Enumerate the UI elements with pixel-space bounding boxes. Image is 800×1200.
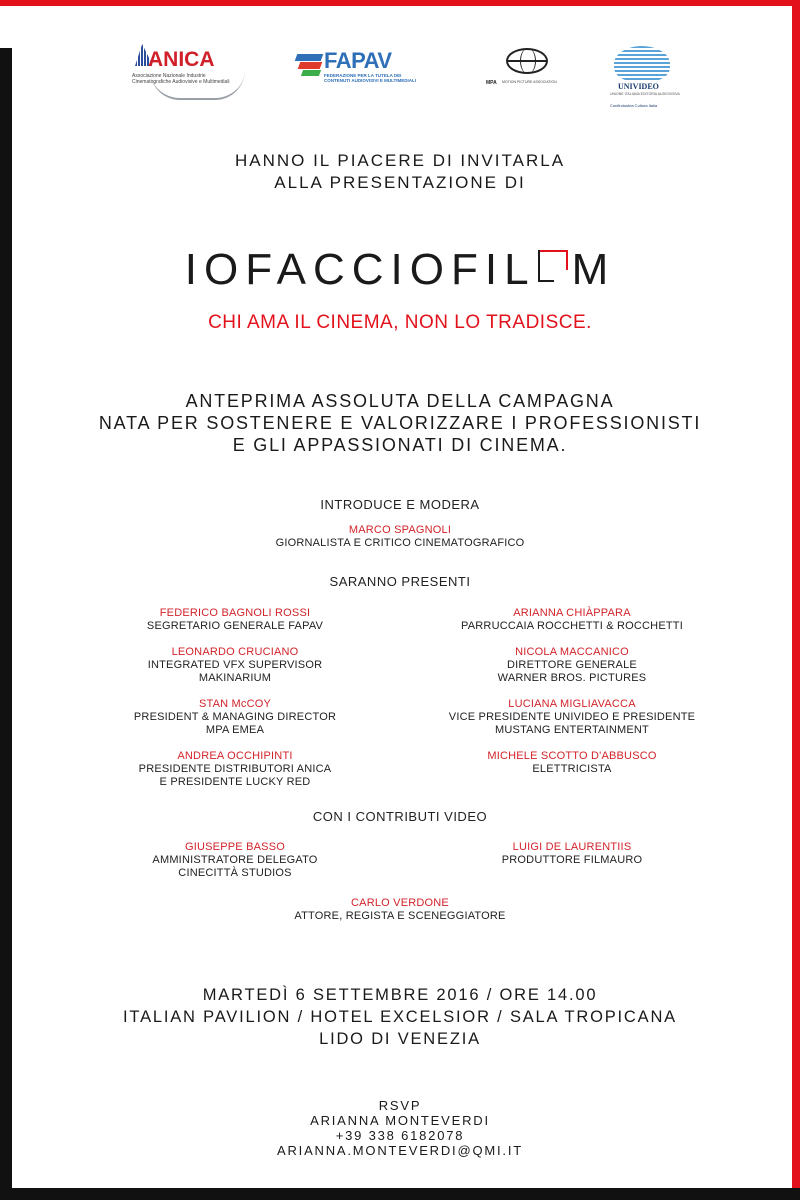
univideo-logo-name: UNIVIDEO bbox=[618, 82, 659, 91]
speaker-name: LUCIANA MIGLIAVACCA bbox=[508, 698, 636, 710]
anica-logo-sub: Associazione Nazionale Industrie Cinematografiche Audiovisive e Multimediali bbox=[132, 73, 230, 85]
speaker-role: ELETTRICISTA bbox=[532, 763, 612, 775]
speaker-role: MUSTANG ENTERTAINMENT bbox=[495, 724, 649, 736]
tagline: CHI AMA IL CINEMA, NON LO TRADISCE. bbox=[208, 312, 592, 333]
frame-bracket-icon bbox=[538, 250, 568, 282]
speaker-entry bbox=[85, 698, 385, 737]
invite-heading bbox=[0, 150, 800, 194]
rsvp-name: ARIANNA MONTEVERDI bbox=[310, 1113, 490, 1128]
campaign-line-2: NATA PER SOSTENERE E VALORIZZARE I PROFESSIONISTI bbox=[98, 413, 702, 433]
speaker-role: SEGRETARIO GENERALE FAPAV bbox=[146, 620, 324, 632]
anica-logo-name: ANICA bbox=[148, 48, 215, 71]
moderator-name: MARCO SPAGNOLI bbox=[348, 524, 452, 536]
speaker-entry bbox=[85, 646, 385, 685]
univideo-logo-sub: UNIONE ITALIANA EDITORIA AUDIOVISIVA bbox=[610, 92, 680, 96]
invite-line-1: HANNO IL PIACERE DI INVITARLA bbox=[234, 151, 566, 170]
anica-swoosh-icon bbox=[150, 70, 245, 100]
invite-line-2: ALLA PRESENTAZIONE DI bbox=[274, 173, 526, 192]
intro-heading: INTRODUCE E MODERA bbox=[320, 497, 480, 512]
speaker-role: WARNER BROS. PICTURES bbox=[497, 672, 647, 684]
anica-logo bbox=[130, 40, 240, 100]
speaker-entry bbox=[422, 698, 722, 737]
rsvp-block bbox=[0, 1098, 800, 1158]
event-venue: ITALIAN PAVILION / HOTEL EXCELSIOR / SALA TROPICANA bbox=[123, 1008, 677, 1026]
speaker-entry bbox=[422, 607, 722, 633]
fapav-logo-sub: FEDERAZIONE PER LA TUTELA DEI CONTENUTI AUDIOVISIVI E MULTIMEDIALI bbox=[324, 73, 416, 83]
speaker-role: DIRETTORE GENERALE bbox=[507, 659, 637, 671]
speaker-name: ARIANNA CHIÀPPARA bbox=[513, 607, 631, 619]
video-center-entry bbox=[0, 897, 800, 923]
speaker-role: PRODUTTORE FILMAURO bbox=[501, 854, 643, 866]
brand-text-end: M bbox=[571, 245, 616, 294]
speaker-entry bbox=[85, 841, 385, 880]
globe-icon bbox=[506, 48, 548, 74]
mpa-logo-name: MPA bbox=[486, 80, 497, 86]
fapav-logo-name: FAPAV bbox=[324, 48, 392, 73]
speaker-role: PRESIDENTE DISTRIBUTORI ANICA bbox=[138, 763, 332, 775]
brand-text-start: IOFACCIOFIL bbox=[184, 245, 536, 294]
fapav-logo bbox=[296, 40, 421, 100]
speaker-entry bbox=[422, 750, 722, 776]
campaign-line-1: ANTEPRIMA ASSOLUTA DELLA CAMPAGNA bbox=[185, 391, 615, 411]
speaker-name: ANDREA OCCHIPINTI bbox=[177, 750, 293, 762]
moderator-role: GIORNALISTA E CRITICO CINEMATOGRAFICO bbox=[275, 537, 525, 549]
speaker-name: GIUSEPPE BASSO bbox=[184, 841, 285, 853]
moderator-block bbox=[0, 524, 800, 550]
univideo-logo-conf: Confindustria Cultura Italia bbox=[610, 103, 658, 108]
speaker-name: CARLO VERDONE bbox=[351, 897, 449, 909]
logo-bar bbox=[0, 40, 800, 110]
rsvp-label: RSVP bbox=[378, 1098, 422, 1113]
brand-wordmark bbox=[0, 240, 800, 300]
mpa-logo-sub: MOTION PICTURE ASSOCIATION bbox=[502, 80, 557, 84]
rsvp-phone: +39 338 6182078 bbox=[335, 1128, 465, 1143]
event-location: LIDO DI VENEZIA bbox=[319, 1030, 481, 1048]
speaker-role: PRESIDENT & MANAGING DIRECTOR bbox=[133, 711, 337, 723]
speaker-role: MPA EMEA bbox=[205, 724, 265, 736]
speaker-role: ATTORE, REGISTA E SCENEGGIATORE bbox=[294, 910, 506, 922]
fapav-stripes-icon bbox=[296, 54, 322, 76]
campaign-line-3: E GLI APPASSIONATI DI CINEMA. bbox=[232, 435, 568, 455]
speaker-entry bbox=[422, 646, 722, 685]
rsvp-email: ARIANNA.MONTEVERDI@QMI.IT bbox=[277, 1143, 523, 1158]
univideo-logo bbox=[608, 40, 680, 112]
mpa-logo bbox=[484, 40, 572, 100]
speaker-name: NICOLA MACCANICO bbox=[515, 646, 629, 658]
univideo-disc-icon bbox=[614, 46, 670, 82]
event-details bbox=[0, 984, 800, 1050]
video-heading: CON I CONTRIBUTI VIDEO bbox=[312, 809, 488, 824]
speaker-role: CINECITTÀ STUDIOS bbox=[178, 867, 292, 879]
top-red-border bbox=[0, 0, 800, 6]
speaker-name: MICHELE SCOTTO D'ABBUSCO bbox=[487, 750, 657, 762]
event-date-time: MARTEDÌ 6 SETTEMBRE 2016 / ORE 14.00 bbox=[202, 986, 598, 1004]
bottom-black-border bbox=[0, 1188, 800, 1200]
speaker-entry bbox=[85, 750, 385, 789]
speaker-name: STAN McCOY bbox=[198, 698, 272, 710]
campaign-description bbox=[0, 390, 800, 456]
speaker-role: AMMINISTRATORE DELEGATO bbox=[152, 854, 318, 866]
speaker-role: MAKINARIUM bbox=[198, 672, 272, 684]
speaker-name: LUIGI DE LAURENTIIS bbox=[512, 841, 632, 853]
speaker-name: LEONARDO CRUCIANO bbox=[171, 646, 299, 658]
speaker-entry bbox=[85, 607, 385, 633]
speaker-role: E PRESIDENTE LUCKY RED bbox=[159, 776, 311, 788]
speaker-entry bbox=[422, 841, 722, 867]
speaker-name: FEDERICO BAGNOLI ROSSI bbox=[159, 607, 311, 619]
speaker-role: PARRUCCAIA ROCCHETTI & ROCCHETTI bbox=[461, 620, 683, 632]
speaker-role: INTEGRATED VFX SUPERVISOR bbox=[147, 659, 323, 671]
speaker-role: VICE PRESIDENTE UNIVIDEO E PRESIDENTE bbox=[448, 711, 696, 723]
present-heading: SARANNO PRESENTI bbox=[329, 574, 471, 589]
